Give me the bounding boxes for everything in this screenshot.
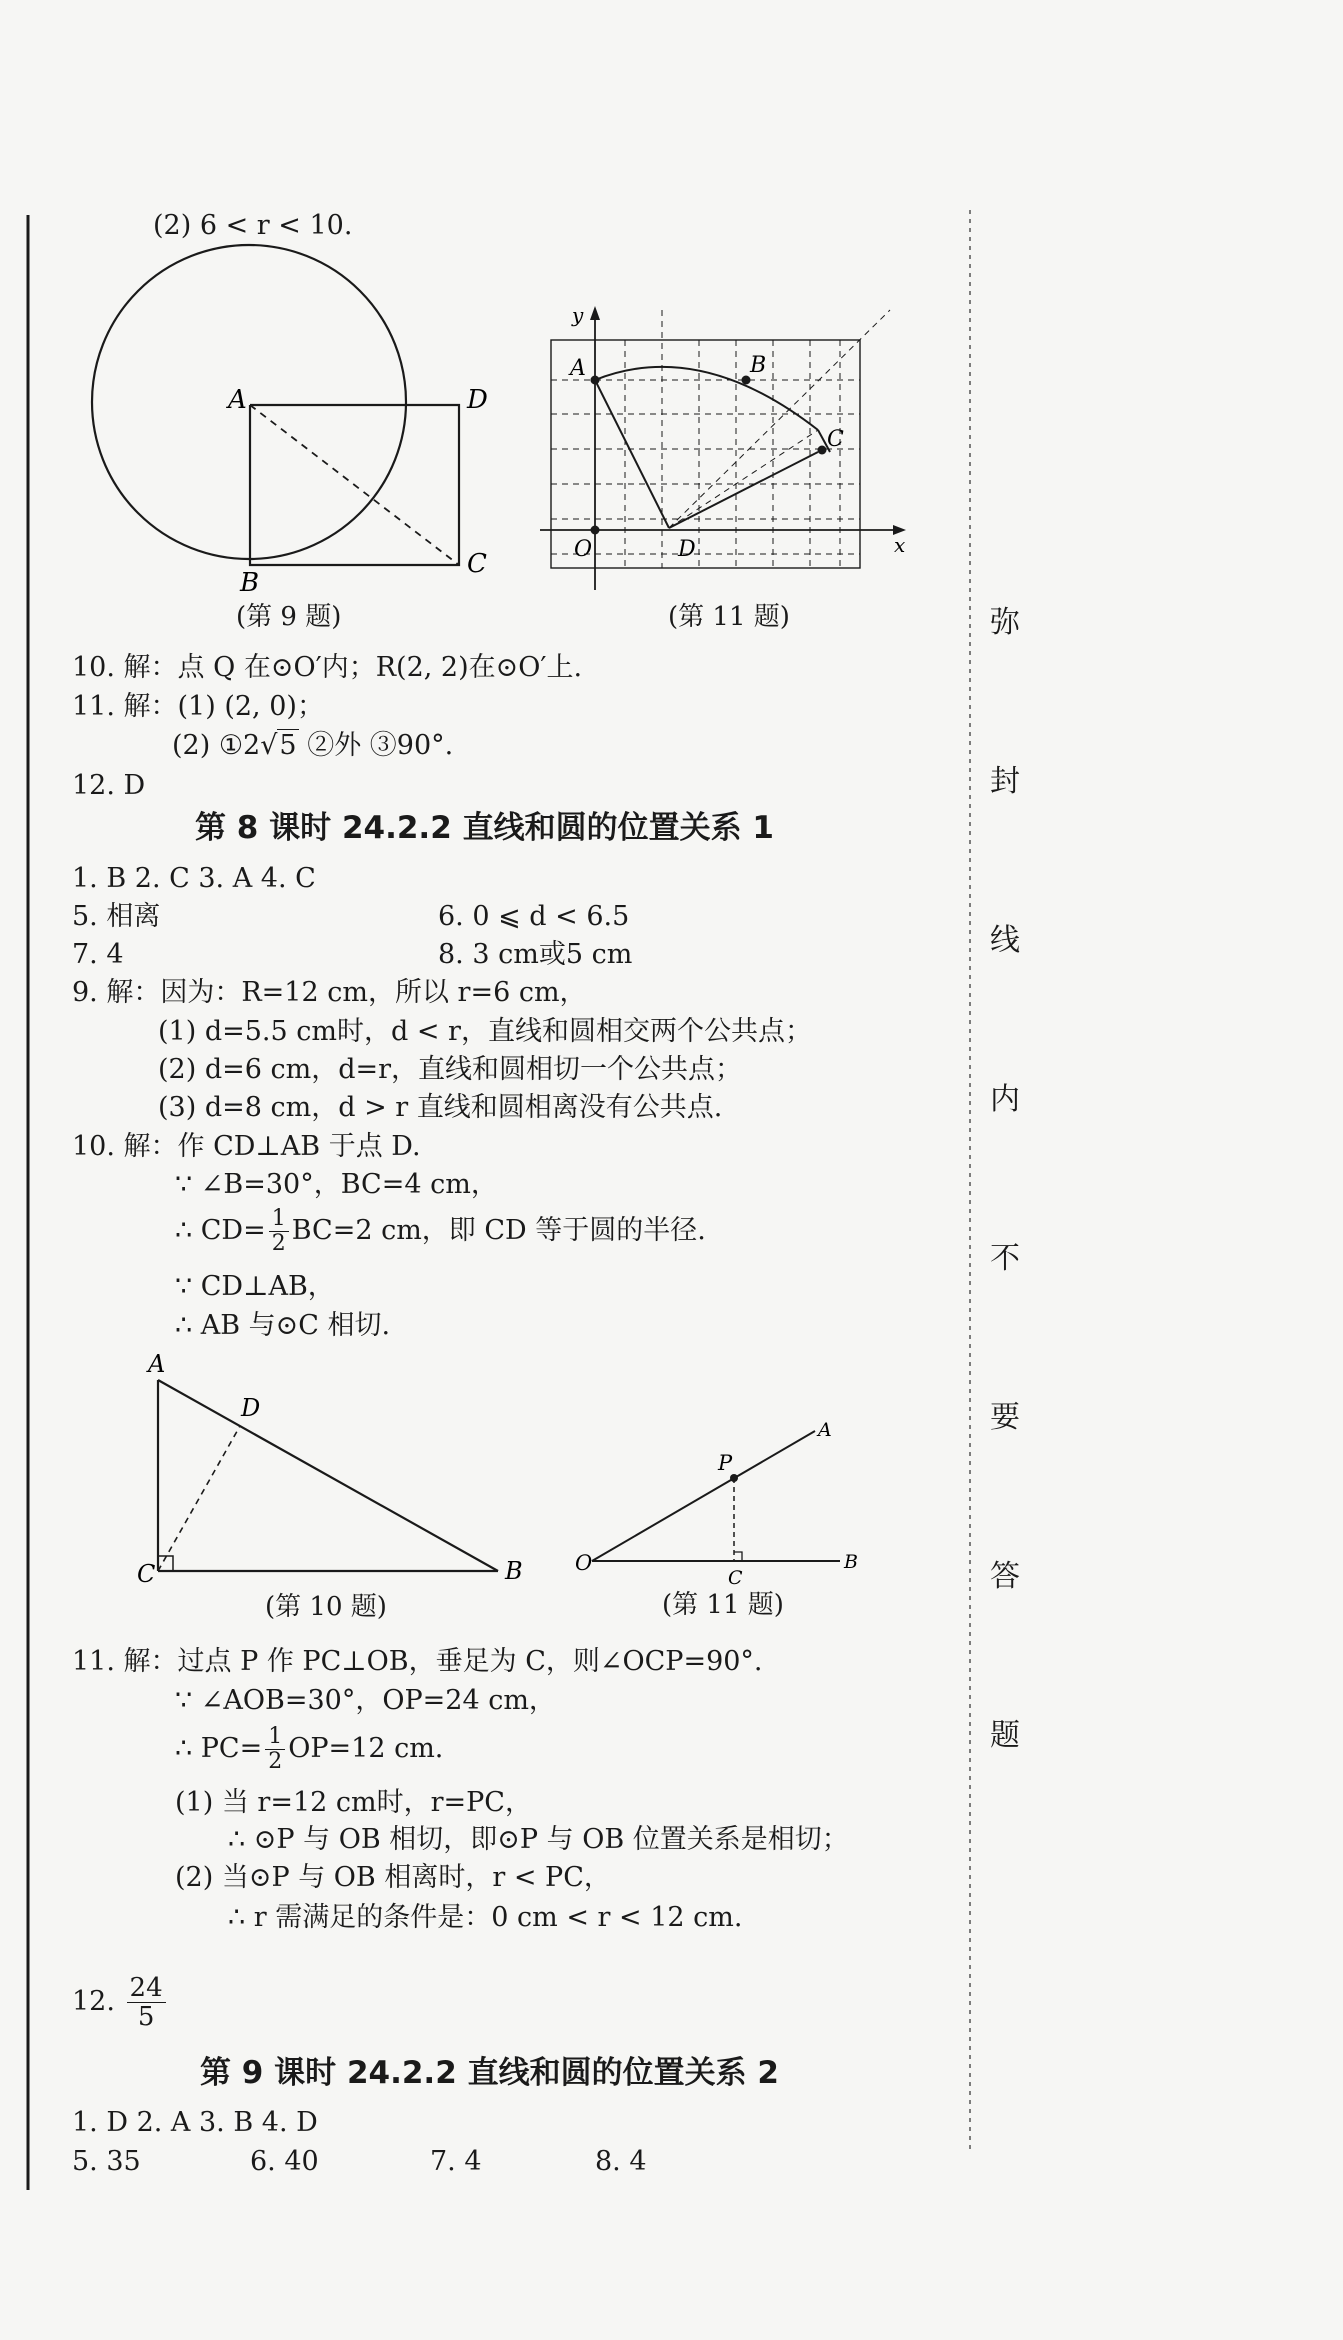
fig10-label-c: C <box>137 1560 156 1588</box>
fig11b-label-p: P <box>718 1451 733 1475</box>
answer-line: 6. 40 <box>250 2146 319 2177</box>
seal-char: 封 <box>990 764 1020 799</box>
answer-line <box>72 1975 169 2030</box>
answer-line: (2) d=6 cm，d=r，直线和圆相切一个公共点； <box>158 1054 743 1085</box>
answer-line: ∴ ⊙P 与 OB 相切，即⊙P 与 OB 位置关系是相切； <box>228 1824 849 1855</box>
answer-line: 9. 解：因为：R=12 cm，所以 r=6 cm， <box>72 977 587 1008</box>
fig11b-label-b: B <box>844 1551 858 1573</box>
fig11a-label-o: O <box>574 537 593 562</box>
seal-char: 线 <box>990 923 1020 958</box>
answer-line: ∵ CD⊥AB， <box>175 1271 335 1302</box>
fig9-label-c: C <box>467 549 487 579</box>
seal-char: 内 <box>990 1082 1020 1117</box>
fig11b-label-o: O <box>575 1551 593 1575</box>
answer-part: ②外 ③90°. <box>298 730 454 761</box>
answer-line: 5. 35 <box>72 2146 141 2177</box>
seal-char: 题 <box>990 1718 1020 1753</box>
fig11b-label-c: C <box>728 1567 743 1589</box>
seal-char: 要 <box>990 1400 1020 1435</box>
fig11b-label-a: A <box>818 1419 832 1441</box>
answer-line: 1. B 2. C 3. A 4. C <box>72 863 316 894</box>
fig11a-label-d: D <box>678 537 696 562</box>
answer-line: 7. 4 <box>72 939 124 970</box>
answer-line: (2) 6 < r < 10. <box>153 210 353 241</box>
answer-line: 10. 解：作 CD⊥AB 于点 D. <box>72 1131 421 1162</box>
answer-line: ∵ ∠B=30°，BC=4 cm， <box>175 1169 498 1200</box>
fig11a-label-a: A <box>570 356 586 381</box>
answer-line: 11. 解：过点 P 作 PC⊥OB，垂足为 C，则∠OCP=90°. <box>72 1646 763 1677</box>
answer-line: (1) 当 r=12 cm时，r=PC， <box>175 1787 532 1818</box>
figure-10-caption: (第 10 题) <box>265 1592 387 1622</box>
fig9-label-b: B <box>240 568 260 598</box>
figure-11-grid-caption: (第 11 题) <box>668 602 790 632</box>
answer-line: 7. 4 <box>430 2146 482 2177</box>
answer-part: ∴ CD= <box>175 1215 266 1246</box>
answer-line: 5. 相离 <box>72 901 161 932</box>
fraction-denominator: 2 <box>268 1749 283 1774</box>
answer-line: (3) d=8 cm，d > r 直线和圆相离没有公共点. <box>158 1092 723 1123</box>
fig10-label-b: B <box>505 1557 523 1585</box>
fig11a-label-c: C <box>827 427 844 452</box>
fraction-numerator: 24 <box>127 1975 166 2003</box>
seal-char: 弥 <box>990 605 1020 640</box>
sqrt-radicand: 5 <box>279 730 297 761</box>
answer-line: 1. D 2. A 3. B 4. D <box>72 2107 318 2138</box>
answer-line: (1) d=5.5 cm时，d < r，直线和圆相交两个公共点； <box>158 1016 812 1047</box>
answer-line: 11. 解：(1) (2, 0)； <box>72 691 324 722</box>
answer-line: 8. 4 <box>595 2146 647 2177</box>
answer-line: ∵ ∠AOB=30°，OP=24 cm， <box>175 1685 556 1716</box>
answer-line: 10. 解：点 Q 在⊙O′内；R(2, 2)在⊙O′上. <box>72 652 583 683</box>
fraction-one-half <box>265 1726 285 1773</box>
fig10-label-a: A <box>148 1350 166 1378</box>
answer-line: ∴ r 需满足的条件是：0 cm < r < 12 cm. <box>228 1902 743 1933</box>
answer-part: OP=12 cm. <box>288 1733 444 1764</box>
answer-line: (2) 当⊙P 与 OB 相离时，r < PC， <box>175 1862 611 1893</box>
answer-part: (2) ①2√ <box>172 730 278 761</box>
fig11a-label-x: x <box>894 533 906 557</box>
answer-line: ∴ AB 与⊙C 相切. <box>175 1310 391 1341</box>
fraction-numerator: 1 <box>269 1208 289 1232</box>
answer-part: 12. <box>72 1986 115 2017</box>
answer-part: BC=2 cm，即 CD 等于圆的半径. <box>291 1215 706 1246</box>
seal-char: 不 <box>990 1241 1020 1276</box>
fig10-label-d: D <box>241 1394 261 1422</box>
section-heading-9: 第 9 课时 24.2.2 直线和圆的位置关系 2 <box>200 2055 779 2091</box>
answer-line <box>175 1726 443 1773</box>
fig11a-label-b: B <box>750 353 767 378</box>
figure-11-angle-caption: (第 11 题) <box>662 1590 784 1620</box>
fig11a-label-y: y <box>572 303 584 327</box>
seal-char: 答 <box>990 1559 1020 1594</box>
answer-line: 6. 0 ⩽ d < 6.5 <box>438 901 630 932</box>
section-heading-8: 第 8 课时 24.2.2 直线和圆的位置关系 1 <box>195 810 774 846</box>
fraction-denominator: 5 <box>137 2002 155 2032</box>
fraction-numerator: 1 <box>265 1726 285 1750</box>
fig9-label-a: A <box>228 385 247 415</box>
fraction-answer <box>127 1975 166 2030</box>
answer-line: 8. 3 cm或5 cm <box>438 939 633 970</box>
fraction-denominator: 2 <box>271 1231 286 1256</box>
fig9-label-d: D <box>467 385 488 415</box>
answer-line: 12. D <box>72 770 146 801</box>
answer-part: ∴ PC= <box>175 1733 263 1764</box>
figure-9-caption: (第 9 题) <box>236 602 342 632</box>
